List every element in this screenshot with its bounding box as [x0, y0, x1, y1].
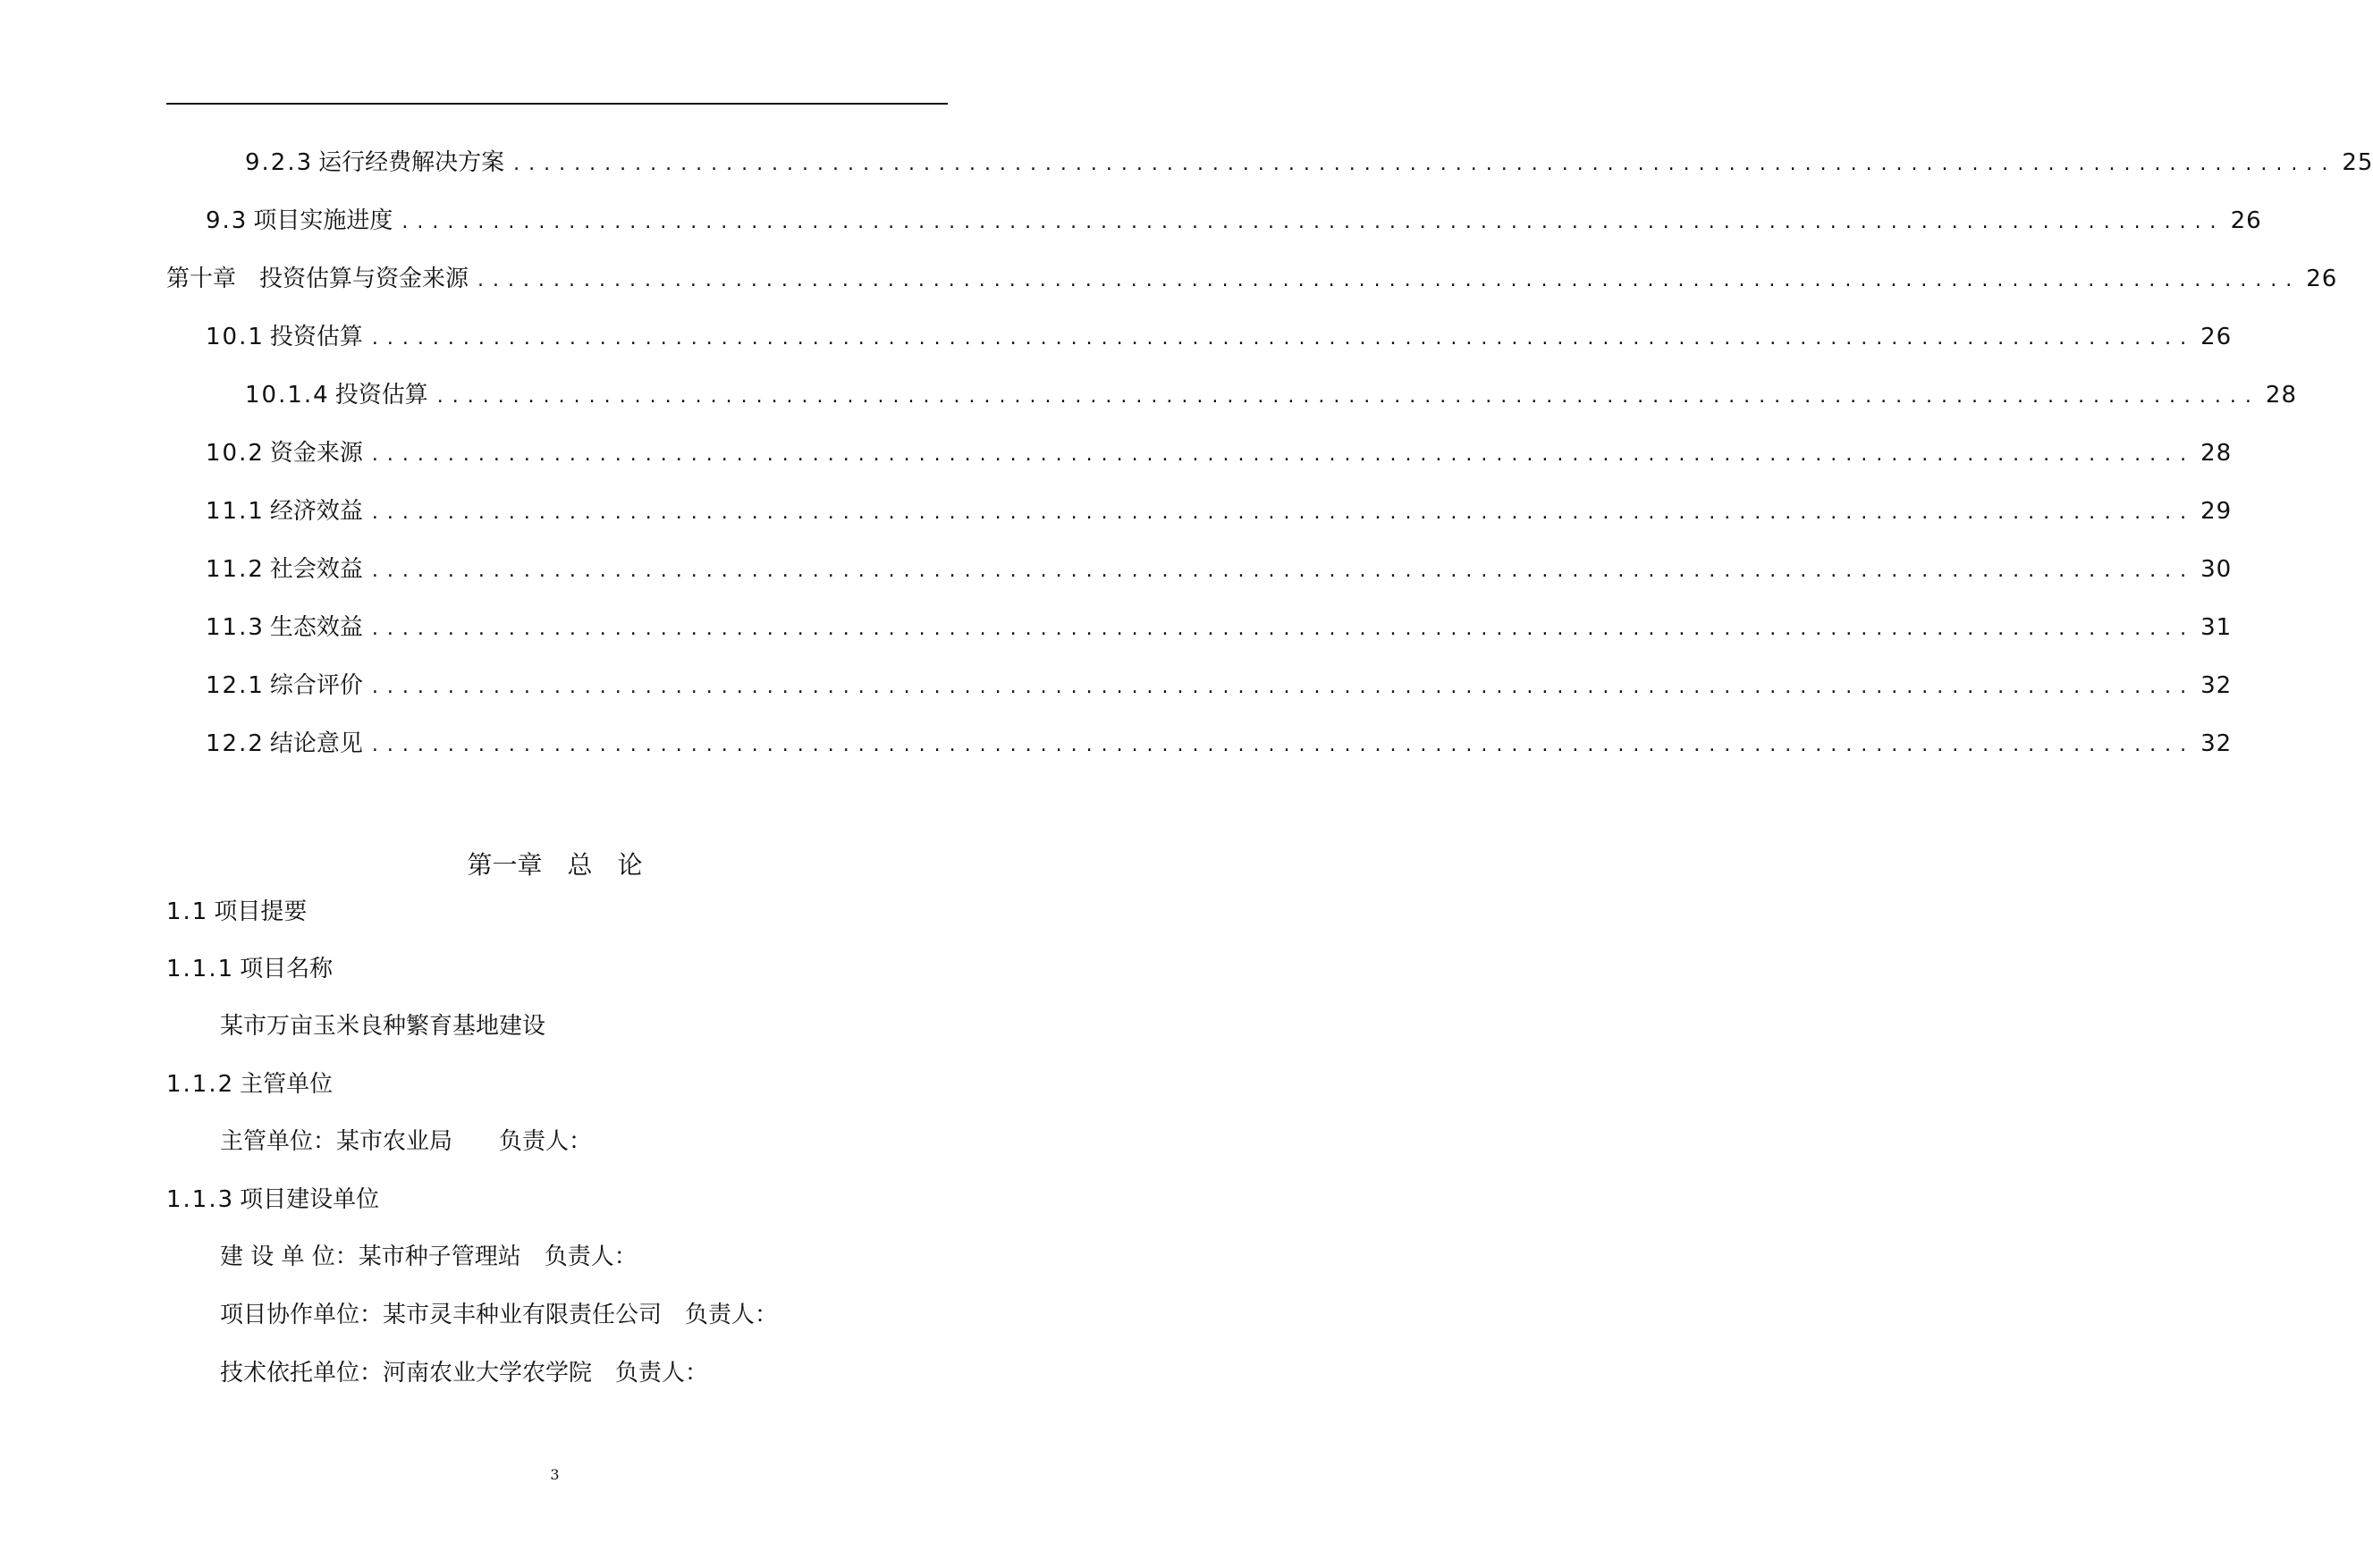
- toc-entry: [206, 553, 2233, 587]
- toc-entry: [206, 670, 2233, 704]
- toc-entry-number: 10.1.4: [245, 382, 330, 409]
- toc-entry-number: 11.2: [206, 556, 265, 583]
- builder-text: 建 设 单 位：某市种子管理站 负责人：: [220, 1243, 638, 1270]
- toc-entry-number: 11.1: [206, 498, 265, 525]
- toc-entry: [206, 437, 2233, 471]
- toc-entry-title: 投资估算: [269, 324, 363, 350]
- toc-leader-dots: ........................................................................................................................: [371, 618, 2196, 640]
- toc-leader-dots: ........................................................................................................................: [371, 327, 2196, 350]
- toc-entry: [206, 611, 2233, 645]
- toc-entry-page: 32: [2200, 672, 2233, 699]
- chapter-title: 第一章 总 论: [467, 850, 643, 880]
- toc-entry: [206, 495, 2233, 529]
- toc-entry-number: 9.2.3: [245, 149, 314, 176]
- toc-entry-title: 第十章 投资估算与资金来源: [166, 266, 469, 292]
- toc-leader-dots: ........................................................................................................................: [371, 443, 2196, 466]
- toc-leader-dots: ........................................................................................................................: [371, 734, 2196, 756]
- section-heading-1-1-2: 1.1.2 主管单位: [166, 1071, 334, 1098]
- toc-entry-page: 29: [2200, 498, 2233, 525]
- toc-entry-page: 25: [2342, 149, 2373, 176]
- toc-entry-number: 10.1: [206, 324, 265, 350]
- toc-leader-dots: ........................................................................................................................: [401, 211, 2225, 233]
- toc-entry-number: 12.1: [206, 672, 265, 699]
- partner-text: 项目协作单位：某市灵丰种业有限责任公司 负责人：: [220, 1302, 779, 1328]
- toc-entry: [166, 263, 2338, 297]
- toc-leader-dots: ........................................................................................................................: [371, 560, 2196, 582]
- toc-entry-page: 26: [2200, 324, 2233, 350]
- toc-entry-number: 11.3: [206, 614, 265, 641]
- toc-entry: [206, 321, 2233, 355]
- toc-entry: [206, 205, 2262, 239]
- toc-entry-title: 经济效益: [269, 498, 363, 525]
- toc-leader-dots: ........................................................................................................................: [436, 385, 2260, 408]
- section-heading-1-1: 1.1 项目提要: [166, 898, 308, 925]
- toc-entry-title: 项目实施进度: [253, 207, 393, 234]
- tech-support-text: 技术依托单位：河南农业大学农学院 负责人：: [220, 1360, 709, 1387]
- toc-entry-number: 9.3: [206, 207, 249, 234]
- toc-entry: [245, 379, 2297, 413]
- toc-entry-title: 投资估算: [334, 382, 428, 409]
- toc-entry-page: 32: [2200, 730, 2233, 757]
- authority-text: 主管单位：某市农业局 负责人：: [220, 1128, 593, 1155]
- toc-leader-dots: ........................................................................................................................: [371, 502, 2196, 524]
- header-rule: [166, 103, 948, 105]
- toc-entry-page: 28: [2265, 382, 2297, 409]
- toc-entry-title: 生态效益: [269, 614, 363, 641]
- section-heading-1-1-3: 1.1.3 项目建设单位: [166, 1186, 380, 1213]
- section-heading-1-1-1: 1.1.1 项目名称: [166, 956, 334, 982]
- toc-entry-title: 结论意见: [269, 730, 363, 757]
- toc-entry-page: 28: [2200, 440, 2233, 467]
- toc-entry-number: 12.2: [206, 730, 265, 757]
- toc-entry-title: 运行经费解决方案: [318, 149, 505, 176]
- toc-entry-title: 资金来源: [269, 440, 363, 467]
- toc-entry-title: 社会效益: [269, 556, 363, 583]
- toc-leader-dots: ........................................................................................................................: [371, 676, 2196, 698]
- toc-entry-title: 综合评价: [269, 672, 363, 699]
- toc-entry: [206, 728, 2233, 762]
- toc-entry-page: 30: [2200, 556, 2233, 583]
- project-name-text: 某市万亩玉米良种繁育基地建设: [220, 1013, 546, 1040]
- page-number: 3: [550, 1466, 560, 1483]
- toc-entry: [245, 147, 2373, 181]
- toc-entry-page: 26: [2306, 266, 2338, 292]
- toc-leader-dots: ........................................................................................................................: [513, 153, 2337, 175]
- toc-entry-page: 26: [2230, 207, 2262, 234]
- toc-entry-number: 10.2: [206, 440, 265, 467]
- toc-entry-page: 31: [2200, 614, 2233, 641]
- toc-leader-dots: ........................................................................................................................: [477, 269, 2301, 291]
